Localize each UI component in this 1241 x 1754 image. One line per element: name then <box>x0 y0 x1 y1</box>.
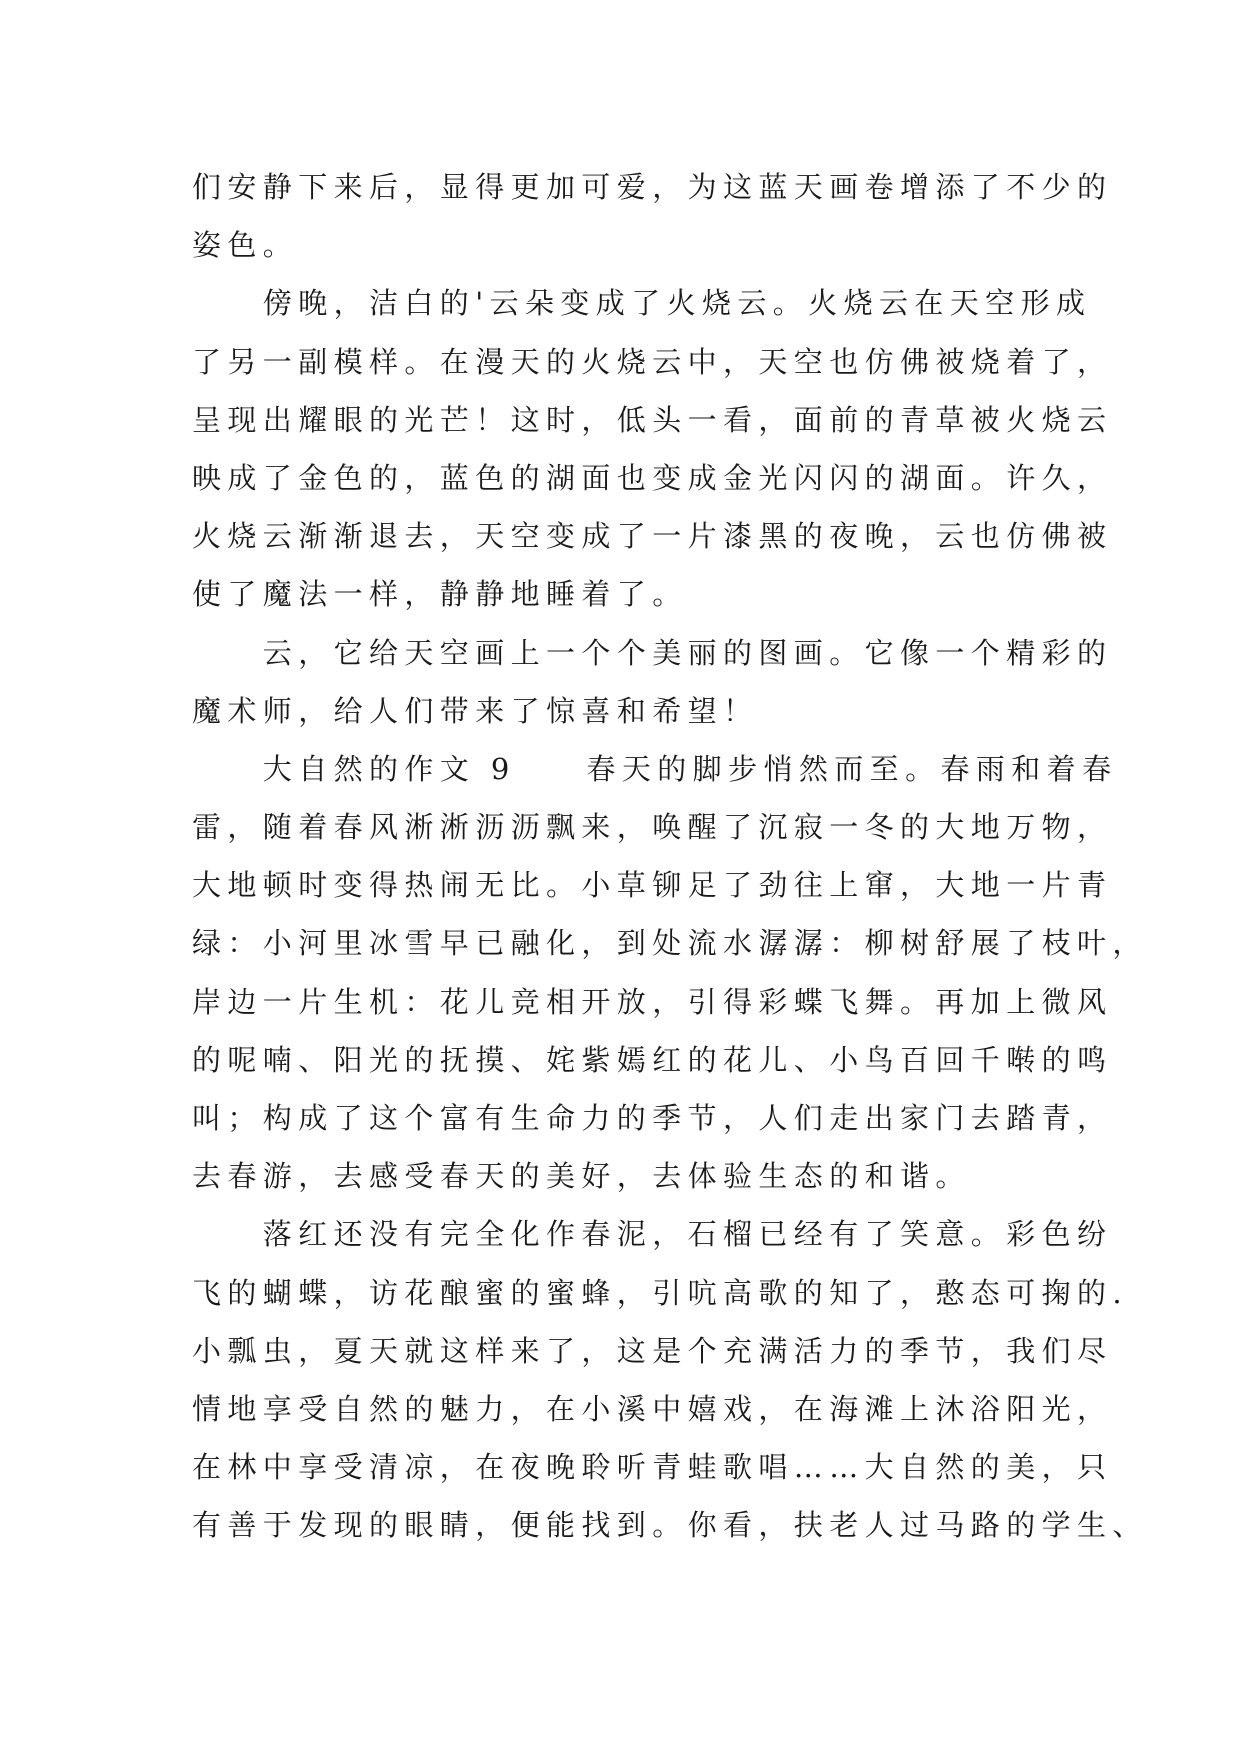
text-line: 飞的蝴蝶，访花酿蜜的蜜蜂，引吭高歌的知了，憨态可掬的. <box>192 1275 1129 1310</box>
text-line: 情地享受自然的魅力，在小溪中嬉戏，在海滩上沐浴阳光， <box>192 1391 1113 1426</box>
text-line: 们安静下来后，显得更加可爱，为这蓝天画卷增添了不少的 <box>192 170 1113 204</box>
text-line: 火烧云渐渐退去，天空变成了一片漆黑的夜晚，云也仿佛被 <box>192 519 1113 554</box>
text-line: 在林中享受清凉，在夜晚聆听青蛙歌唱……大自然的美，只 <box>192 1450 1113 1485</box>
text-line: 云，它给天空画上一个个美丽的图画。它像一个精彩的 <box>192 635 1113 670</box>
text-line: 大地顿时变得热闹无比。小草铆足了劲往上窜，大地一片青 <box>192 868 1113 903</box>
text-line: 落红还没有完全化作春泥，石榴已经有了笑意。彩色纷 <box>192 1217 1113 1252</box>
text-line: 雷，随着春风淅淅沥沥飘来，唤醒了沉寂一冬的大地万物， <box>192 810 1113 845</box>
text-line: 叫；构成了这个富有生命力的季节，人们走出家门去踏青， <box>192 1101 1113 1135</box>
text-line: 映成了金色的，蓝色的湖面也变成金光闪闪的湖面。许久， <box>192 460 1113 495</box>
text-line: 傍晚，洁白的'云朵变成了火烧云。火烧云在天空形成 <box>192 286 1092 321</box>
document-page <box>192 158 1148 1555</box>
text-line: 大自然的作文 9 春天的脚步悄然而至。春雨和着春 <box>192 751 1118 786</box>
text-line: 了另一副模样。在漫天的火烧云中，天空也仿佛被烧着了， <box>192 344 1113 379</box>
text-line: 有善于发现的眼睛，便能找到。你看，扶老人过马路的学生、 <box>192 1508 1148 1543</box>
text-line: 绿：小河里冰雪早已融化，到处流水潺潺：柳树舒展了枝叶， <box>192 926 1148 961</box>
text-line: 魔术师，给人们带来了惊喜和希望！ <box>192 693 759 728</box>
text-line: 呈现出耀眼的光芒！这时，低头一看，面前的青草被火烧云 <box>192 402 1113 437</box>
text-line: 姿色。 <box>192 228 299 263</box>
text-line: 小瓢虫，夏天就这样来了，这是个充满活力的季节，我们尽 <box>192 1333 1113 1368</box>
text-line: 的呢喃、阳光的抚摸、姹紫嫣红的花儿、小鸟百回千啭的鸣 <box>192 1042 1113 1077</box>
text-line: 使了魔法一样，静静地睡着了。 <box>192 577 688 612</box>
text-line: 去春游，去感受春天的美好，去体验生态的和谐。 <box>192 1159 971 1194</box>
text-line: 岸边一片生机：花儿竞相开放，引得彩蝶飞舞。再加上微风 <box>192 984 1113 1019</box>
